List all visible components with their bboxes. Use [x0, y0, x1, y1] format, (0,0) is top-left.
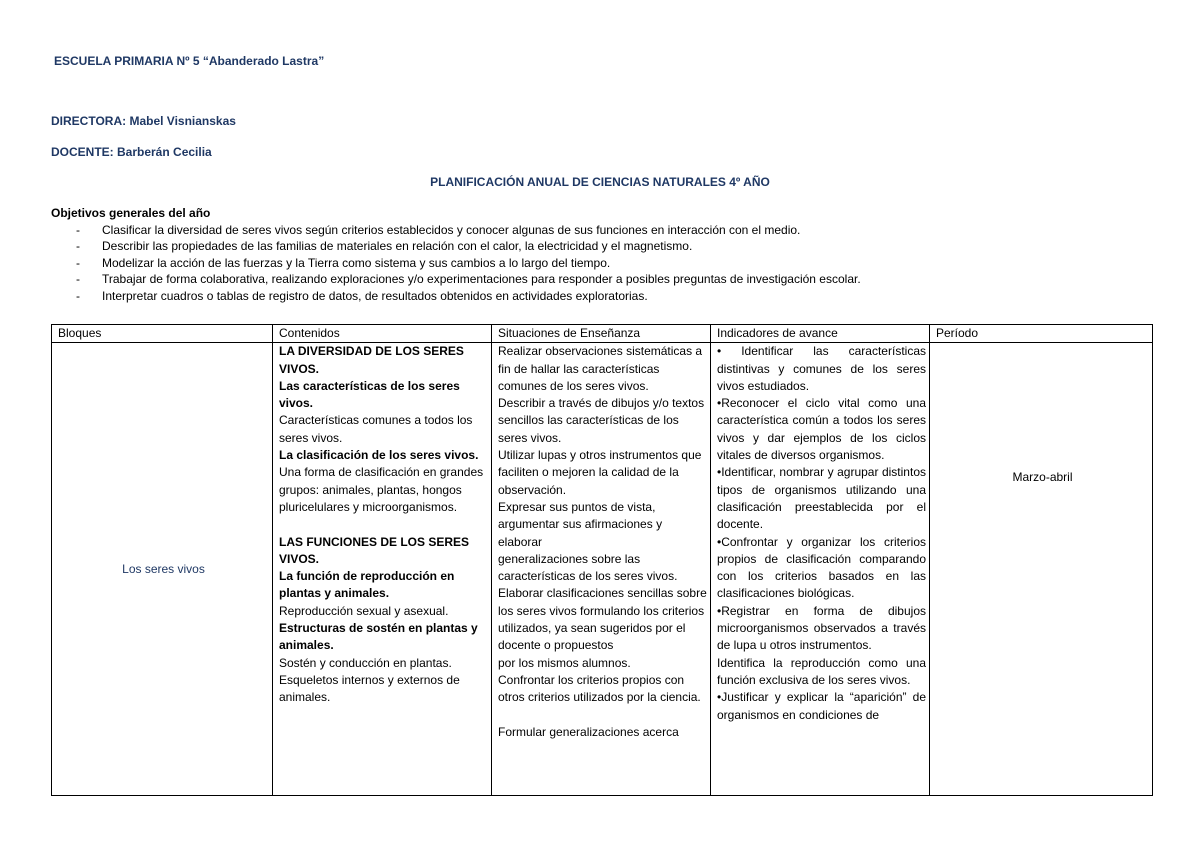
- situacion-item: Confrontar los criterios propios con otros criterios utilizados por la ciencia.: [498, 672, 701, 705]
- contenidos-list: [279, 343, 488, 795]
- situacion-item: [498, 707, 707, 724]
- objective-item: - Trabajar de forma colaborativa, realizando exploraciones y/o experimentaciones para responder a posibles preguntas de investigación escolar.: [76, 272, 861, 286]
- director-line: DIRECTORA: Mabel Visnianskas: [51, 114, 236, 128]
- header-indicadores: Indicadores de avance: [711, 325, 930, 343]
- periodo-text: Marzo-abril: [1012, 470, 1073, 485]
- situacion-item: Elaborar clasificaciones sencillas sobre los seres vivos formulando los criterios utilizados, ya sean sugeridos por el docente o propuestos: [498, 586, 707, 653]
- contenido-item: LA DIVERSIDAD DE LOS SERES VIVOS.: [279, 344, 464, 376]
- table-row: [52, 343, 1153, 796]
- table-header-row: [52, 325, 1153, 343]
- teacher-line: DOCENTE: Barberán Cecilia: [51, 145, 212, 159]
- indicador-item: • Identificar las características distintivas y comunes de los seres vivos estudiados.: [717, 344, 926, 393]
- contenido-item: Sostén y conducción en plantas.: [279, 655, 452, 670]
- situaciones-list: [498, 343, 707, 795]
- contenido-item: La función de reproducción en plantas y animales.: [279, 569, 455, 601]
- objective-item: - Clasificar la diversidad de seres vivos según criterios establecidos y conocer algunas de sus funciones en interacción con el medio.: [76, 222, 801, 237]
- objective-item: - Interpretar cuadros o tablas de registro de datos, de resultados obtenidos en actividades exploratorias.: [76, 288, 648, 303]
- header-contenidos: Contenidos: [273, 325, 492, 343]
- situacion-item: generalizaciones sobre las características de los seres vivos.: [498, 551, 678, 584]
- document-title: PLANIFICACIÓN ANUAL DE CIENCIAS NATURALES 4º AÑO: [430, 175, 770, 189]
- situaciones-cell: [492, 343, 711, 796]
- contenidos-cell: [273, 343, 492, 796]
- indicador-item: Identifica la reproducción como una función exclusiva de los seres vivos.: [717, 655, 926, 687]
- header-situaciones: Situaciones de Enseñanza: [492, 325, 711, 343]
- indicador-item: •Identificar, nombrar y agrupar distintos tipos de organismos utilizando una clasificación preestablecida por el docente.: [717, 465, 926, 532]
- header-periodo: Período: [930, 325, 1153, 343]
- bloque-cell: Los seres vivos: [52, 343, 273, 796]
- objectives-section: [51, 205, 1151, 304]
- indicadores-cell: [711, 343, 930, 796]
- situacion-item: Expresar sus puntos de vista, argumentar sus afirmaciones y elaborar: [498, 499, 663, 549]
- contenido-item: Características comunes a todos los seres vivos.: [279, 413, 473, 445]
- indicador-item: •Confrontar y organizar los criterios propios de clasificación comparando con los criterios basados en las clasificaciones biológicas.: [717, 534, 926, 601]
- indicador-item: •Justificar y explicar la “aparición” de organismos en condiciones de: [717, 690, 926, 722]
- contenido-item: Una forma de clasificación en grandes grupos: animales, plantas, hongos pluricelulares y microorganismos.: [279, 465, 484, 514]
- situacion-item: Describir a través de dibujos y/o textos sencillos las características de los seres vivos.: [498, 396, 705, 445]
- header-bloques: Bloques: [52, 325, 273, 343]
- periodo-cell: [930, 343, 1153, 796]
- indicador-item: •Registrar en forma de dibujos microorganismos observados a través de lupa u otros instrumentos.: [717, 603, 926, 653]
- school-name: ESCUELA PRIMARIA Nº 5 “Abanderado Lastra”: [54, 54, 325, 68]
- situacion-item: por los mismos alumnos.: [498, 655, 631, 670]
- situacion-item: Formular generalizaciones acerca: [498, 724, 679, 739]
- contenido-item: La clasificación de los seres vivos.: [279, 448, 479, 463]
- situacion-item: Utilizar lupas y otros instrumentos que faciliten o mejoren la calidad de la observación.: [498, 448, 702, 497]
- contenido-item: LAS FUNCIONES DE LOS SERES VIVOS.: [279, 534, 470, 566]
- objective-item: - Describir las propiedades de las familias de materiales en relación con el calor, la electricidad y el magnetismo.: [76, 239, 693, 253]
- planning-table: [51, 324, 1153, 796]
- objectives-list: [51, 222, 1151, 305]
- contenido-item: Esqueletos internos y externos de animales.: [279, 672, 460, 705]
- situacion-item: Realizar observaciones sistemáticas a fin de hallar las características: [498, 344, 703, 376]
- indicadores-list: [717, 343, 926, 795]
- situacion-item: comunes de los seres vivos.: [498, 378, 649, 393]
- contenido-item: [279, 516, 488, 533]
- contenido-item: Estructuras de sostén en plantas y animales.: [279, 621, 478, 653]
- indicador-item: •Reconocer el ciclo vital como una característica común a todos los seres vivos y dar ejemplos de los ciclos vitales de diversos organismos.: [717, 396, 926, 463]
- objectives-title: Objetivos generales del año: [51, 206, 211, 220]
- contenido-item: Las características de los seres vivos.: [279, 378, 460, 411]
- objective-item: - Modelizar la acción de las fuerzas y la Tierra como sistema y sus cambios a lo largo del tiempo.: [76, 255, 611, 270]
- contenido-item: Reproducción sexual y asexual.: [279, 603, 449, 618]
